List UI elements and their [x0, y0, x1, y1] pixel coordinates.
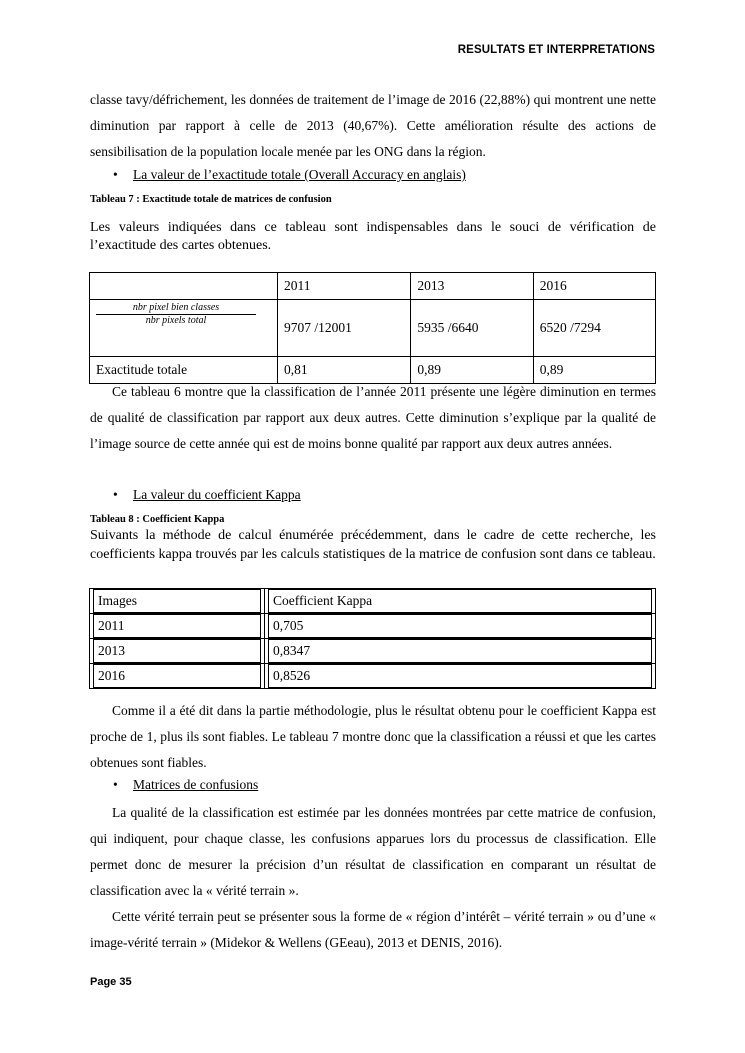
bullet-dot-icon: •	[113, 487, 118, 502]
table-cell: 0,89	[411, 357, 533, 384]
bullet-kappa	[113, 487, 301, 503]
caption-table-8: Tableau 8 : Coefficient Kappa	[90, 514, 225, 525]
table-cell: 0,89	[533, 357, 655, 384]
table-header-row	[90, 589, 656, 614]
table-row	[90, 300, 656, 357]
table-header-row	[90, 273, 656, 300]
table-header-cell: 2016	[533, 273, 655, 300]
paragraph-2: Les valeurs indiquées dans ce tableau sont indispensables dans le souci de vérification de l’exactitude des cartes obtenues.	[90, 220, 656, 253]
paragraph-3: Ce tableau 6 montre que la classification de l’année 2011 présente une légère diminution en termes de qualité de classification par rapport aux deux autres. Cette diminution s’explique par la qualité de l’image source de cette année qui est de moins bonne qualité par rapport aux deux autres années.	[90, 384, 656, 451]
table-cell: 0,705	[265, 614, 656, 639]
page-number: Page 35	[90, 976, 132, 988]
fraction-denominator: nbr pixels total	[145, 315, 207, 326]
table-cell: 0,8526	[265, 664, 656, 689]
paragraph-7: Cette vérité terrain peut se présenter sous la forme de « région d’intérêt – vérité terrain » ou d’une « image-vérité terrain » (Midekor & Wellens (GEeau), 2013 et DENIS, 2016).	[90, 909, 656, 950]
table-row	[90, 639, 656, 664]
table-header-cell: 2013	[411, 273, 533, 300]
bullet-label: Matrices de confusions	[133, 777, 259, 792]
table-row	[90, 664, 656, 689]
bullet-dot-icon: •	[113, 167, 118, 182]
table-header-cell: Coefficient Kappa	[265, 589, 656, 614]
table-overall-accuracy	[89, 272, 656, 384]
caption-table-7: Tableau 7 : Exactitude totale de matrices de confusion	[90, 194, 332, 205]
table-cell: 2016	[90, 664, 265, 689]
paragraph-1: classe tavy/défrichement, les données de traitement de l’image de 2016 (22,88%) qui montrent une nette diminution par rapport à celle de 2013 (40,67%). Cette amélioration résulte des actions de sensibilisation de la population locale menée par les ONG dans la région.	[90, 92, 656, 159]
table-cell: 2013	[90, 639, 265, 664]
table-cell: 0,8347	[265, 639, 656, 664]
table-header-cell: Images	[90, 589, 265, 614]
paragraph-6: La qualité de la classification est estimée par les données montrées par cette matrice de confusion, qui indiquent, pour chaque classe, les confusions apparues lors du processus de classification. Elle permet donc de mesurer la précision d’un résultat de classification en comparant un résultat de classification avec la « vérité terrain ».	[90, 805, 656, 898]
row-label-cell: Exactitude totale	[90, 357, 278, 384]
table-row	[90, 614, 656, 639]
bullet-overall-accuracy	[113, 167, 466, 183]
table-cell: 6520 /7294	[533, 300, 655, 357]
bullet-label: La valeur du coefficient Kappa	[133, 487, 301, 502]
fraction-numerator: nbr pixel bien classes	[96, 302, 256, 315]
fraction-formula	[96, 302, 256, 327]
table-corner-cell	[90, 273, 278, 300]
table-kappa	[89, 588, 656, 689]
fraction-cell	[90, 300, 278, 357]
bullet-label: La valeur de l’exactitude totale (Overall Accuracy en anglais)	[133, 167, 466, 182]
paragraph-5: Comme il a été dit dans la partie méthodologie, plus le résultat obtenu pour le coefficient Kappa est proche de 1, plus ils sont fiables. Le tableau 7 montre donc que la classification a réussi et que les cartes obtenues sont fiables.	[90, 703, 656, 770]
table-cell: 0,81	[278, 357, 411, 384]
table-cell: 5935 /6640	[411, 300, 533, 357]
paragraph-4: Suivants la méthode de calcul énumérée précédemment, dans le cadre de cette recherche, les coefficients kappa trouvés par les calculs statistiques de la matrice de confusion sont dans ce tableau.	[90, 528, 656, 562]
bullet-dot-icon: •	[113, 777, 118, 792]
table-cell: 2011	[90, 614, 265, 639]
table-cell: 9707 /12001	[278, 300, 411, 357]
table-header-cell: 2011	[278, 273, 411, 300]
bullet-confusion-matrices	[113, 777, 258, 793]
running-header: RESULTATS ET INTERPRETATIONS	[457, 44, 655, 56]
